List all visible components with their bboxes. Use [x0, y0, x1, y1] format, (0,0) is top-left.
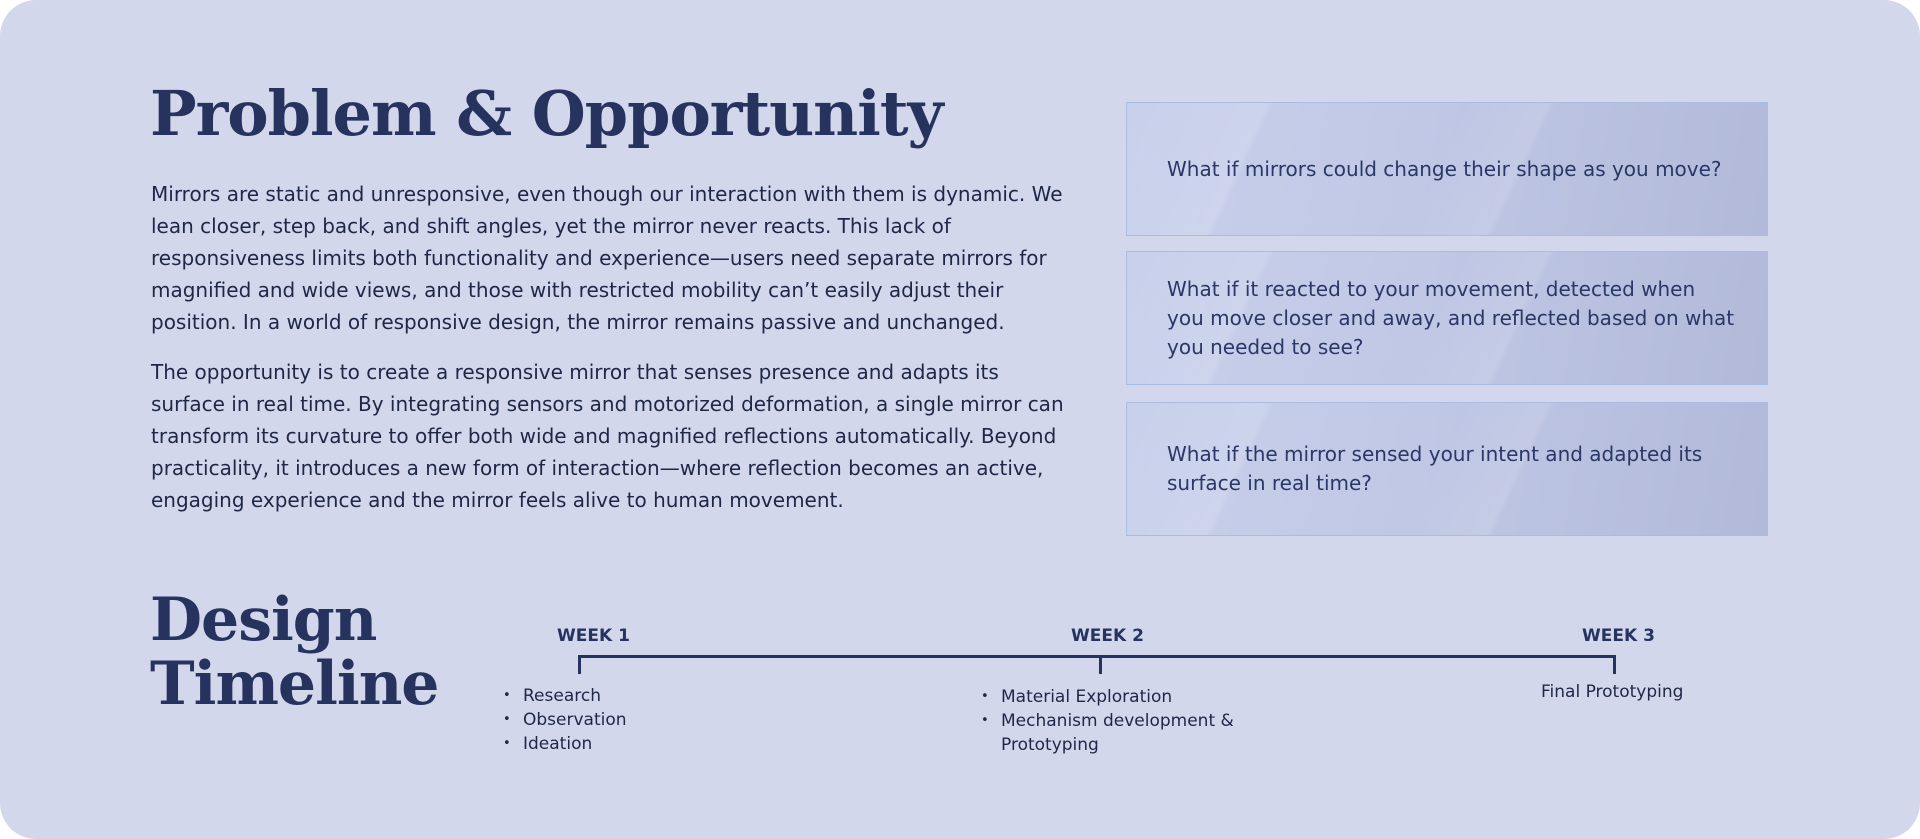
week-1-list: [503, 684, 627, 756]
week-1-label: WEEK 1: [557, 626, 630, 646]
question-card: [1126, 102, 1768, 236]
question-card: [1126, 402, 1768, 536]
list-item: • Ideation: [503, 732, 627, 756]
week-3-text: Final Prototyping: [1541, 682, 1684, 702]
timeline-tick-week-1: [578, 655, 581, 674]
week-2-label: WEEK 2: [1071, 626, 1144, 646]
question-text: What if it reacted to your movement, detected when you move closer and away, and reflected based on what you needed to see?: [1167, 276, 1735, 359]
timeline-tick-week-3: [1613, 655, 1616, 674]
list-item: • Observation: [503, 708, 627, 732]
timeline-tick-week-2: [1099, 655, 1102, 674]
question-text: What if mirrors could change their shape as you move?: [1167, 156, 1722, 181]
list-item: • Material Exploration: [981, 685, 1281, 709]
list-item: • Research: [503, 684, 627, 708]
opportunity-paragraph: The opportunity is to create a responsive mirror that senses presence and adapts its surface in real time. By integrating sensors and motorized deformation, a single mirror can transform its curvature to offer both wide and magnified reflections automatically. Beyond practicality, it introduces a new form of interaction—where reflection becomes an active, engaging experience and the mirror feels alive to human movement.: [151, 360, 1064, 512]
question-card: [1126, 251, 1768, 385]
week-3-label: WEEK 3: [1582, 626, 1655, 646]
timeline-title-line1: Design: [150, 585, 377, 655]
page-title: Problem & Opportunity: [150, 77, 943, 150]
week-2-list: [981, 685, 1281, 757]
timeline-title: [150, 585, 439, 719]
timeline-title-line2: Timeline: [150, 649, 439, 719]
problem-paragraph: Mirrors are static and unresponsive, even though our interaction with them is dynamic. We lean closer, step back, and shift angles, yet the mirror never reacts. This lack of responsiveness limits both functionality and experience—users need separate mirrors for magnified and wide views, and those with restricted mobility can’t easily adjust their position. In a world of responsive design, the mirror remains passive and unchanged.: [151, 182, 1063, 334]
question-text: What if the mirror sensed your intent and adapted its surface in real time?: [1167, 442, 1703, 495]
timeline-line: [578, 655, 1616, 658]
list-item: • Mechanism development & Prototyping: [981, 709, 1281, 757]
